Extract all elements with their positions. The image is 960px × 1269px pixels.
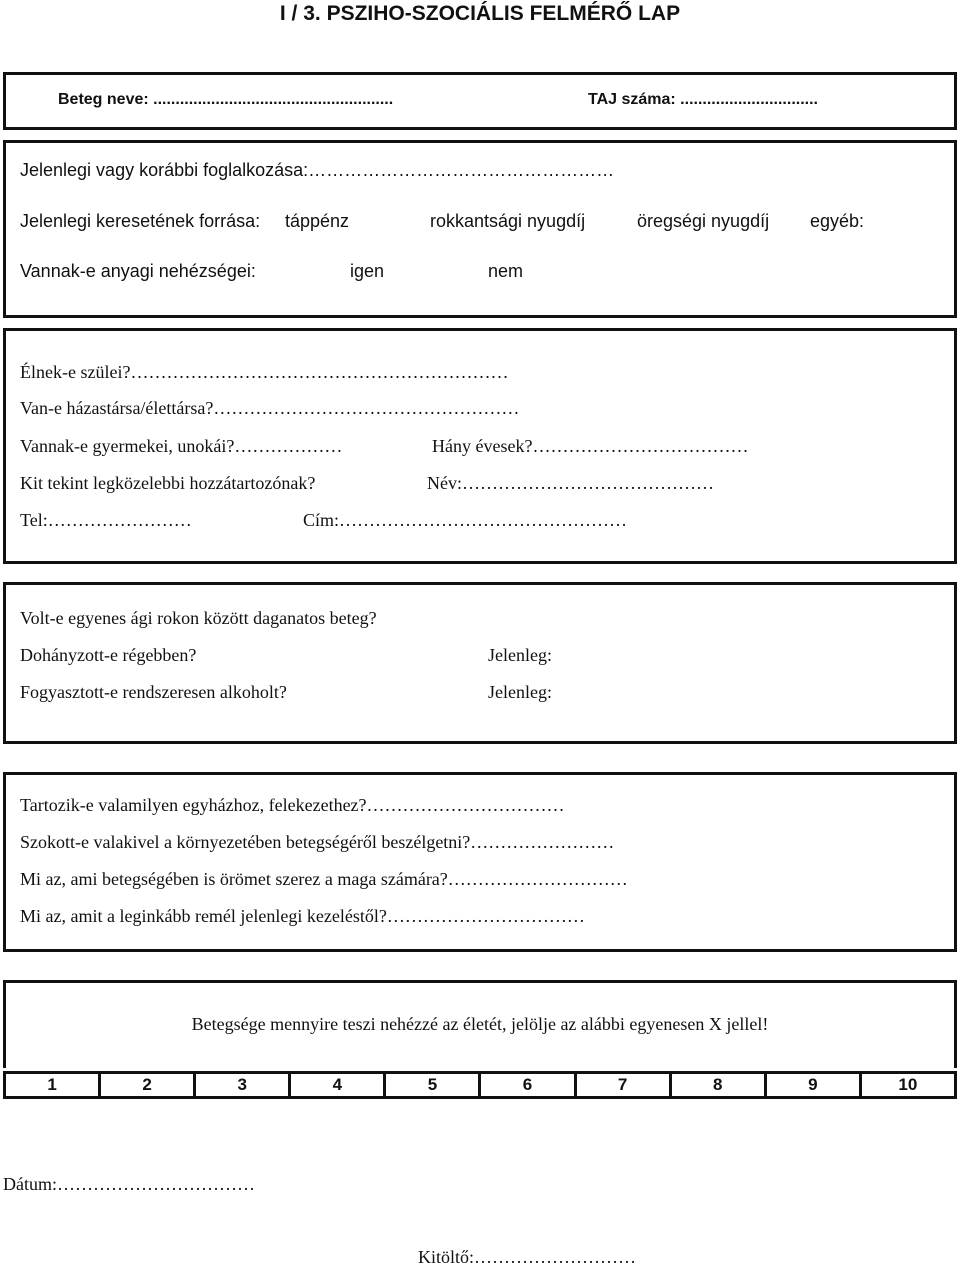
page-title: I / 3. PSZIHO-SZOCIÁLIS FELMÉRŐ LAP	[279, 2, 681, 25]
hardship-option-no[interactable]: nem	[488, 261, 524, 281]
joy-question[interactable]: Mi az, ami betegségében is örömet szerez a maga számára?…………………………	[20, 869, 628, 889]
rating-scale	[3, 1071, 957, 1099]
scale-option-6[interactable]: 6	[481, 1074, 576, 1096]
hope-question[interactable]: Mi az, amit a leginkább remél jelenlegi kezeléstől?……………………………	[20, 906, 585, 926]
income-option-sickpay[interactable]: táppénz	[285, 211, 350, 231]
scale-option-4[interactable]: 4	[291, 1074, 386, 1096]
scale-option-3[interactable]: 3	[196, 1074, 291, 1096]
scale-option-1[interactable]: 1	[6, 1074, 101, 1096]
income-label: Jelenlegi keresetének forrása:	[20, 211, 261, 231]
alcohol-current-field[interactable]: Jelenleg:	[488, 682, 552, 702]
income-option-pension[interactable]: öregségi nyugdíj	[637, 211, 770, 231]
closest-relative-question: Kit tekint legközelebbi hozzátartozónak?	[20, 473, 316, 493]
date-field[interactable]: Dátum:……………………………	[3, 1174, 255, 1194]
patient-name-field[interactable]: Beteg neve: ......................................................	[58, 91, 394, 108]
scale-option-5[interactable]: 5	[386, 1074, 481, 1096]
talk-question[interactable]: Szokott-e valakivel a környezetében betegségéről beszélgetni?……………………	[20, 832, 615, 852]
parents-question[interactable]: Élnek-e szülei?………………………………………………………	[20, 362, 509, 382]
relative-name-field[interactable]: Név:……………………………………	[427, 473, 714, 493]
income-option-disability[interactable]: rokkantsági nyugdíj	[430, 211, 586, 231]
children-age-question[interactable]: Hány évesek?………………………………	[432, 436, 749, 456]
scale-option-10[interactable]: 10	[898, 1075, 918, 1094]
hardship-option-yes[interactable]: igen	[350, 261, 385, 281]
scale-option-7[interactable]: 7	[577, 1074, 672, 1096]
children-question[interactable]: Vannak-e gyermekei, unokái?………………	[20, 436, 343, 456]
relative-address-field[interactable]: Cím:…………………………………………	[303, 510, 628, 530]
spouse-question[interactable]: Van-e házastársa/élettársa?……………………………………………	[20, 398, 520, 418]
cancer-question[interactable]: Volt-e egyenes ági rokon között daganatos beteg?	[20, 608, 377, 628]
smoking-current-field[interactable]: Jelenleg:	[488, 645, 552, 665]
alcohol-question[interactable]: Fogyasztott-e rendszeresen alkoholt?	[20, 682, 287, 702]
scale-instruction: Betegsége mennyire teszi nehézzé az életét, jelölje az alábbi egyenesen X jellel!	[191, 1014, 769, 1034]
occupation-field[interactable]: Jelenlegi vagy korábbi foglalkozása:……………………………………………	[20, 160, 615, 180]
scale-option-8[interactable]: 8	[672, 1074, 767, 1096]
income-option-other[interactable]: egyéb:	[810, 211, 865, 231]
scale-option-9[interactable]: 9	[767, 1074, 862, 1096]
hardship-label: Vannak-e anyagi nehézségei:	[20, 261, 256, 281]
relative-phone-field[interactable]: Tel:……………………	[20, 510, 192, 530]
taj-number-field[interactable]: TAJ száma: ...............................	[588, 91, 818, 108]
scale-option-2[interactable]: 2	[101, 1074, 196, 1096]
filled-by-field[interactable]: Kitöltő:………………………	[418, 1247, 637, 1267]
smoking-question[interactable]: Dohányzott-e régebben?	[20, 645, 197, 665]
religion-question[interactable]: Tartozik-e valamilyen egyházhoz, felekezethez?……………………………	[20, 795, 565, 815]
